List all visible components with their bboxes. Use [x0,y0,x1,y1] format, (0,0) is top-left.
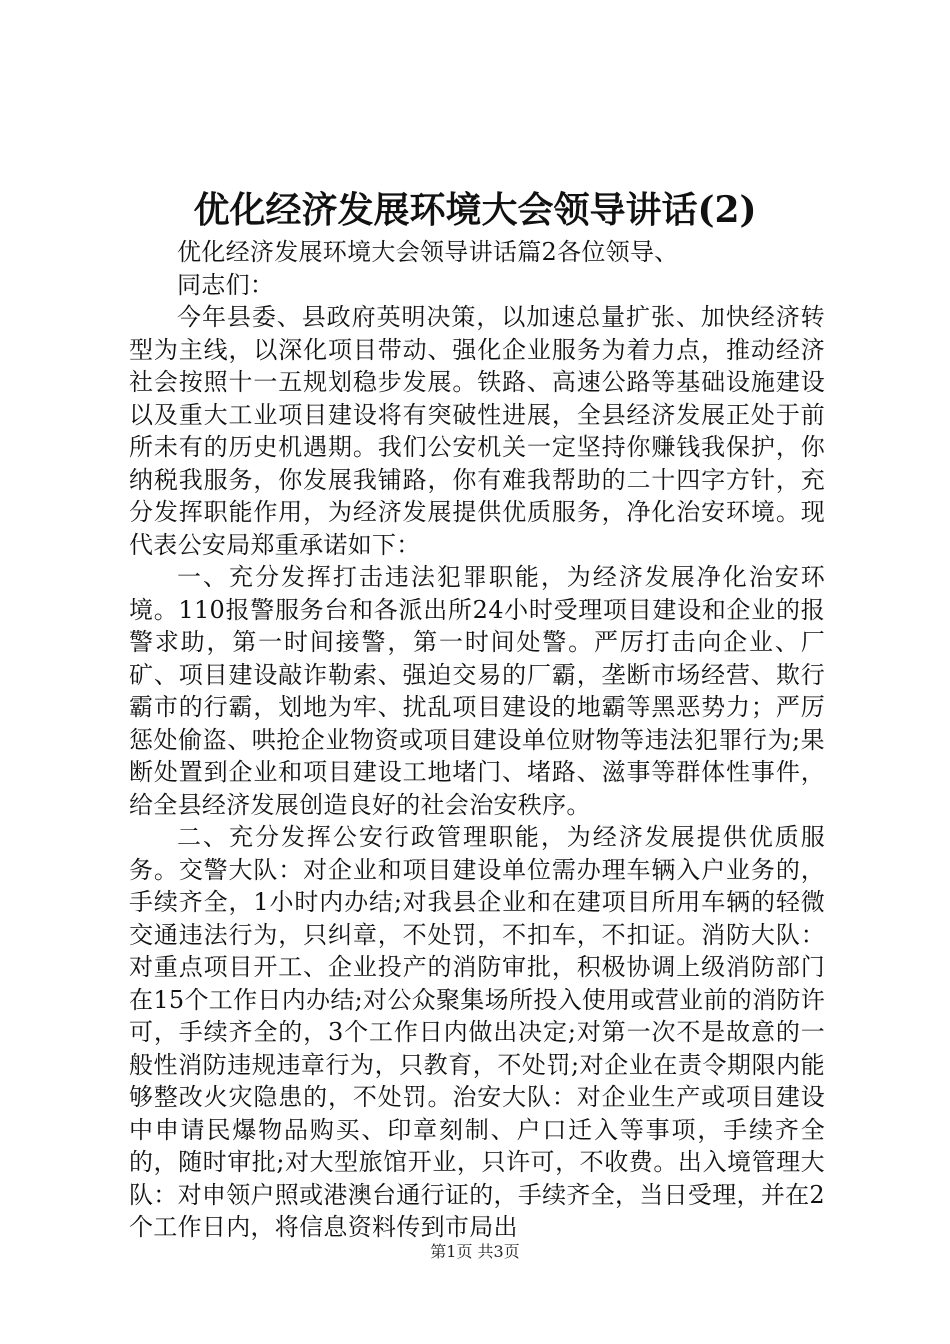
paragraph-salutation: 同志们： [177,270,275,299]
paragraph-opening: 今年县委、县政府英明决策，以加速总量扩张、加快经济转型为主线，以深化项目带动、强化企业服务为着力点，推动经济社会按照十一五规划稳步发展。铁路、高速公路等基础设施建设以及重大工业项目建设将有突破性进展，全县经济发展正处于前所未有的历史机遇期。我们公安机关一定坚持你赚钱我保护，你纳税我服务，你发展我铺路，你有难我帮助的二十四字方针，充分发挥职能作用，为经济发展提供优质服务，净化治安环境。现代表公安局郑重承诺如下： [129,303,825,559]
document-body [129,236,825,1244]
paragraph-intro: 优化经济发展环境大会领导讲话篇2各位领导、 [177,238,679,266]
document-title: 优化经济发展环境大会领导讲话(2) [193,189,757,231]
paragraph-section-two: 二、充分发挥公安行政管理职能，为经济发展提供优质服务。交警大队：对企业和项目建设单位需办理车辆入户业务的，手续齐全，1小时内办结;对我县企业和在建项目所用车辆的轻微交通违法行为，只纠章，不处罚，不扣车，不扣证。消防大队：对重点项目开工、企业投产的消防审批，积极协调上级消防部门在15个工作日内办结;对公众聚集场所投入使用或营业前的消防许可，手续齐全的，3个工作日内做出决定;对第一次不是故意的一般性消防违规违章行为，只教育，不处罚;对企业在责令期限内能够整改火灾隐患的，不处罚。治安大队：对企业生产或项目建设中申请民爆物品购买、印章刻制、户口迁入等事项，手续齐全的，随时审批;对大型旅馆开业，只许可，不收费。出入境管理大队：对申领户照或港澳台通行证的，手续齐全，当日受理，并在2个工作日内，将信息资料传到市局出 [129,823,825,1241]
paragraph-section-one: 一、充分发挥打击违法犯罪职能，为经济发展净化治安环境。110报警服务台和各派出所24小时受理项目建设和企业的报警求助，第一时间接警，第一时间处警。严厉打击向企业、厂矿、项目建设敲诈勒索、强迫交易的厂霸，垄断市场经营、欺行霸市的行霸，划地为牢、扰乱项目建设的地霸等黑恶势力；严厉惩处偷盗、哄抢企业物资或项目建设单位财物等违法犯罪行为;果断处置到企业和项目建设工地堵门、堵路、滋事等群体性事件，给全县经济发展创造良好的社会治安秩序。 [129,563,825,819]
page-footer: 第1页 共3页 [430,1242,520,1261]
